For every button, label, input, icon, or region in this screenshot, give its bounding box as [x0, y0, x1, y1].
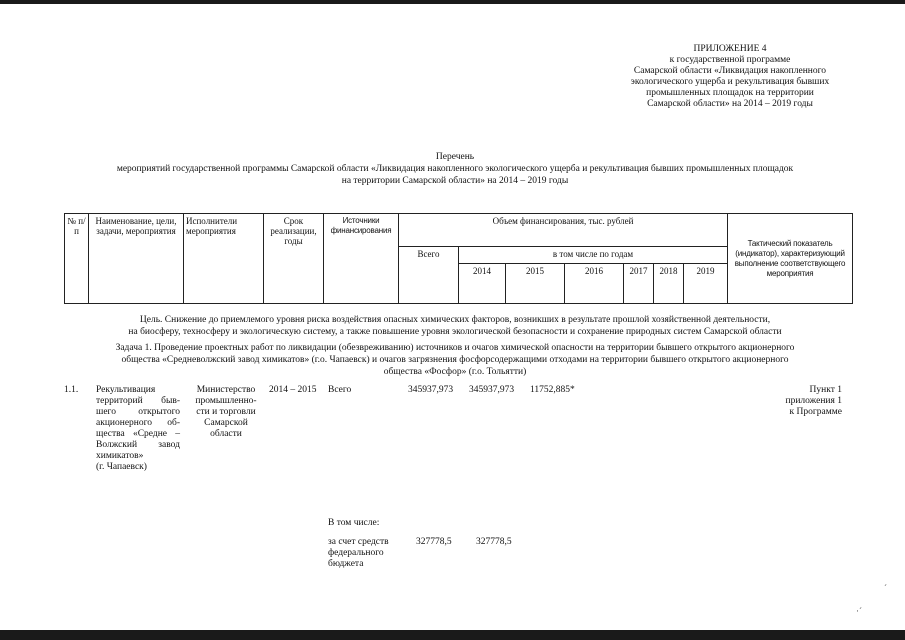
- appendix-header: [595, 44, 865, 110]
- task-1: [40, 342, 870, 378]
- row-total: 345937,973: [408, 385, 454, 395]
- row-indicator-line: Пункт 1: [809, 385, 842, 395]
- appendix-line: экологического ущерба и рекультивация бывших: [630, 77, 830, 87]
- row-source: Всего: [328, 385, 352, 395]
- title-line-3: на территории Самарской области» на 2014 – 2019 годы: [341, 176, 569, 186]
- goal-line-2: на биосферу, техносферу и экологическую систему, а также повышение уровня экологической безопасности и сохранение природных систем Самарской области: [128, 327, 782, 337]
- title-line-2: мероприятий государственной программы Самарской области «Ликвидация накопленного экологического ущерба и рекультивация бывших промышленных площадок: [116, 164, 794, 174]
- row-2014: 345937,973: [469, 385, 515, 395]
- document-title: [40, 151, 870, 187]
- program-goal: [40, 314, 870, 338]
- row-name: [96, 385, 180, 473]
- row-executor-line: промышленно-: [195, 396, 257, 406]
- header-term: Срок реализации, годы: [264, 214, 324, 304]
- header-sources: Источники финансирования: [324, 214, 399, 304]
- row-indicator: [740, 385, 842, 418]
- header-indicator: Тактический показатель (индикатор), характеризующий выполнение соответствующего мероприятия: [728, 214, 853, 304]
- row-name-line: химикатов»: [96, 451, 144, 461]
- appendix-line: ПРИЛОЖЕНИЕ 4: [693, 44, 767, 54]
- row-indicator-line: к Программе: [789, 407, 842, 417]
- header-name: Наименование, цели, задачи, мероприятия: [89, 214, 184, 304]
- header-year: 2017: [624, 264, 654, 304]
- task-line-1: Задача 1. Проведение проектных работ по ликвидации (обезвреживанию) источников и очагов химической опасности на территории бывшего открытого акционерного: [115, 343, 795, 353]
- row-name-line: (г. Чапаевск): [96, 462, 147, 472]
- funding-table-header: [64, 213, 853, 304]
- title-line-1: Перечень: [435, 152, 475, 162]
- header-executors: Исполнители мероприятия: [184, 214, 264, 304]
- row-term: 2014 – 2015: [269, 385, 317, 395]
- header-year: 2019: [684, 264, 728, 304]
- row-executor: [186, 385, 266, 440]
- header-year: 2018: [654, 264, 684, 304]
- subrow-total: 327778,5: [416, 537, 452, 547]
- row-executor-line: Министерство: [196, 385, 256, 395]
- row-executor-line: Самарской: [204, 418, 248, 428]
- row-name-line: акционерного об-: [96, 418, 180, 428]
- row-executor-line: сти и торговли: [196, 407, 256, 417]
- row-2015: 11752,885*: [530, 385, 575, 395]
- subrow-2014: 327778,5: [476, 537, 512, 547]
- row-name-line: щества «Средне –: [96, 429, 180, 439]
- header-by-years: в том числе по годам: [459, 247, 728, 264]
- appendix-line: промышленных площадок на территории: [646, 88, 814, 98]
- scan-speck: ˊ: [884, 583, 887, 593]
- goal-line-1: Цель. Снижение до приемлемого уровня риска воздействия опасных химических факторов, возникших в результате прошлой хозяйственной деятельности,: [139, 315, 771, 325]
- appendix-line: Самарской области» на 2014 – 2019 годы: [647, 99, 813, 109]
- row-name-line: шего открытого: [96, 407, 180, 417]
- task-line-3: общества «Фосфор» (г.о. Тольятти): [383, 367, 527, 377]
- row-executor-line: области: [210, 429, 242, 439]
- appendix-line: к государственной программе: [669, 55, 791, 65]
- header-funding: Объем финансирования, тыс. рублей: [399, 214, 728, 247]
- task-line-2: общества «Средневолжский завод химикатов» (г.о. Чапаевск) и очагов загрязнения фосфорсодержащими отходами на территории бывшего открытого акционерного: [121, 355, 789, 365]
- subrow-source-line: за счет средств: [328, 537, 389, 547]
- row-name-line: Рекультивация: [96, 385, 156, 395]
- scan-bottom-edge: [0, 630, 905, 640]
- scan-top-edge: [0, 0, 905, 4]
- header-year: 2016: [565, 264, 624, 304]
- subrow-label: В том числе:: [328, 518, 380, 528]
- header-year: 2014: [459, 264, 506, 304]
- subrow-source-line: федерального: [328, 548, 384, 558]
- row-indicator-line: приложения 1: [785, 396, 842, 406]
- header-total: Всего: [399, 247, 459, 304]
- scan-speck: ·ˊ: [856, 606, 862, 616]
- row-number: 1.1.: [64, 385, 79, 395]
- subrow-source: [328, 537, 413, 570]
- appendix-line: Самарской области «Ликвидация накопленного: [633, 66, 827, 76]
- subrow-source-line: бюджета: [328, 559, 364, 569]
- header-year: 2015: [506, 264, 565, 304]
- row-name-line: Волжский завод: [96, 440, 180, 450]
- row-name-line: территорий быв-: [96, 396, 180, 406]
- header-num: № п/п: [65, 214, 89, 304]
